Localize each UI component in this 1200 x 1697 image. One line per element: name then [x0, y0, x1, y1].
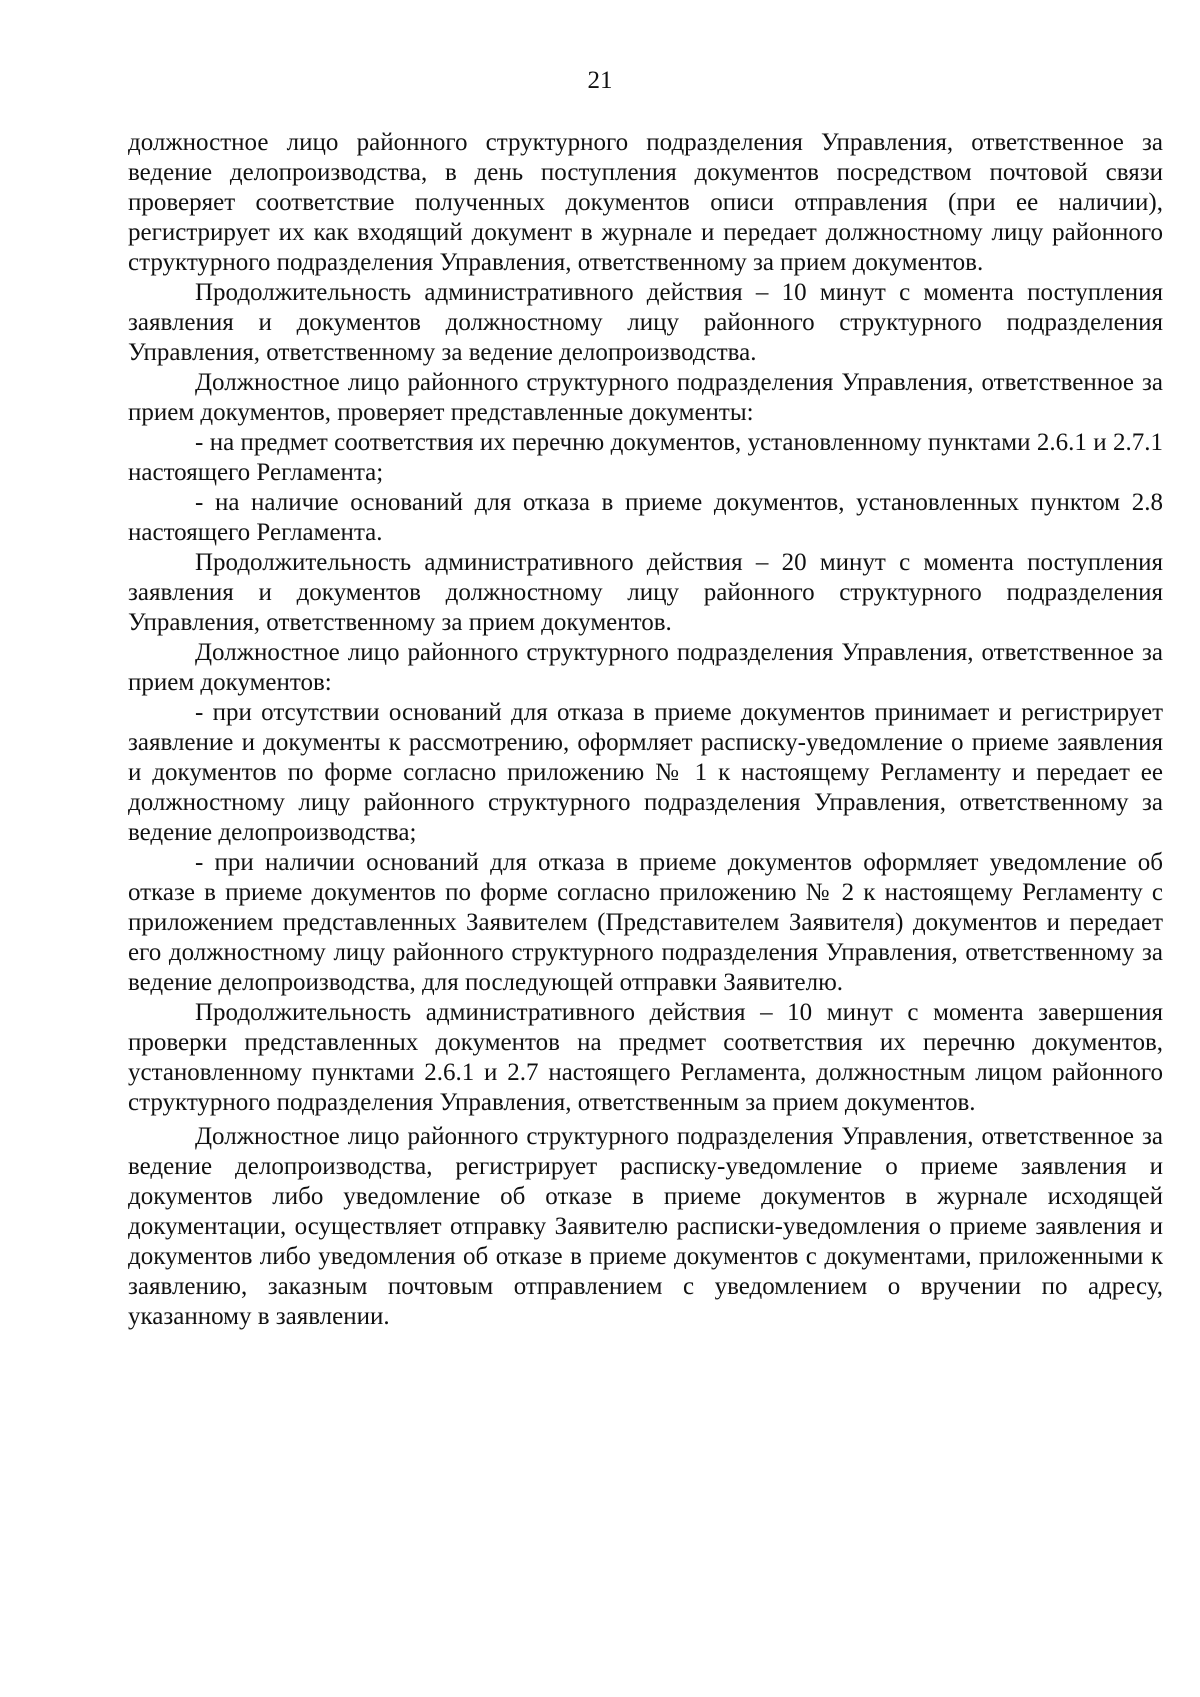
paragraph-action-refuse: - при наличии оснований для отказа в приеме документов оформляет уведомление об отказе в приеме документов по форме согласно приложению № 2 к настоящему Регламенту с приложением представленных Заявителем (Представителем Заявителя) документов и передает его должностному лицу районного структурного подразделения Управления, ответственному за ведение делопроизводства, для последующей отправки Заявителю.	[128, 849, 1163, 996]
page-number: 21	[587, 67, 613, 94]
paragraph-actions-intro: Должностное лицо районного структурного подразделения Управления, ответственное за прием документов:	[128, 639, 1163, 696]
paragraph-duration-2: Продолжительность административного действия – 20 минут с момента поступления заявления и документов должностному лицу районного структурного подразделения Управления, ответственному за прием документов.	[128, 549, 1163, 636]
document-body	[128, 128, 1163, 1332]
paragraph-action-accept: - при отсутствии оснований для отказа в приеме документов принимает и регистрирует заявление и документы к рассмотрению, оформляет расписку-уведомление о приеме заявления и документов по форме согласно приложению № 1 к настоящему Регламенту и передает ее должностному лицу районного структурного подразделения Управления, ответственному за ведение делопроизводства;	[128, 699, 1163, 846]
paragraph-continuation: должностное лицо районного структурного подразделения Управления, ответственное за ведение делопроизводства, в день поступления документов посредством почтовой связи проверяет соответствие полученных документов описи отправления (при ее наличии), регистрирует их как входящий документ в журнале и передает должностному лицу районного структурного подразделения Управления, ответственному за прием документов.	[128, 129, 1163, 276]
paragraph-dispatch: Должностное лицо районного структурного подразделения Управления, ответственное за ведение делопроизводства, регистрирует расписку-уведомление о приеме заявления и документов либо уведомление об отказе в приеме документов в журнале исходящей документации, осуществляет отправку Заявителю расписки-уведомления о приеме заявления и документов либо уведомления об отказе в приеме документов с документами, приложенными к заявлению, заказным почтовым отправлением с уведомлением о вручении по адресу, указанному в заявлении.	[128, 1123, 1163, 1330]
paragraph-duration-1: Продолжительность административного действия – 10 минут с момента поступления заявления и документов должностному лицу районного структурного подразделения Управления, ответственному за ведение делопроизводства.	[128, 279, 1163, 366]
paragraph-checks-intro: Должностное лицо районного структурного подразделения Управления, ответственное за прием документов, проверяет представленные документы:	[128, 369, 1163, 426]
paragraph-duration-3: Продолжительность административного действия – 10 минут с момента завершения проверки представленных документов на предмет соответствия их перечню документов, установленному пунктами 2.6.1 и 2.7 настоящего Регламента, должностным лицом районного структурного подразделения Управления, ответственным за прием документов.	[128, 999, 1163, 1116]
paragraph-check-item-1: - на предмет соответствия их перечню документов, установленному пунктами 2.6.1 и 2.7.1 настоящего Регламента;	[128, 429, 1163, 486]
paragraph-check-item-2: - на наличие оснований для отказа в приеме документов, установленных пунктом 2.8 настоящего Регламента.	[128, 489, 1163, 546]
